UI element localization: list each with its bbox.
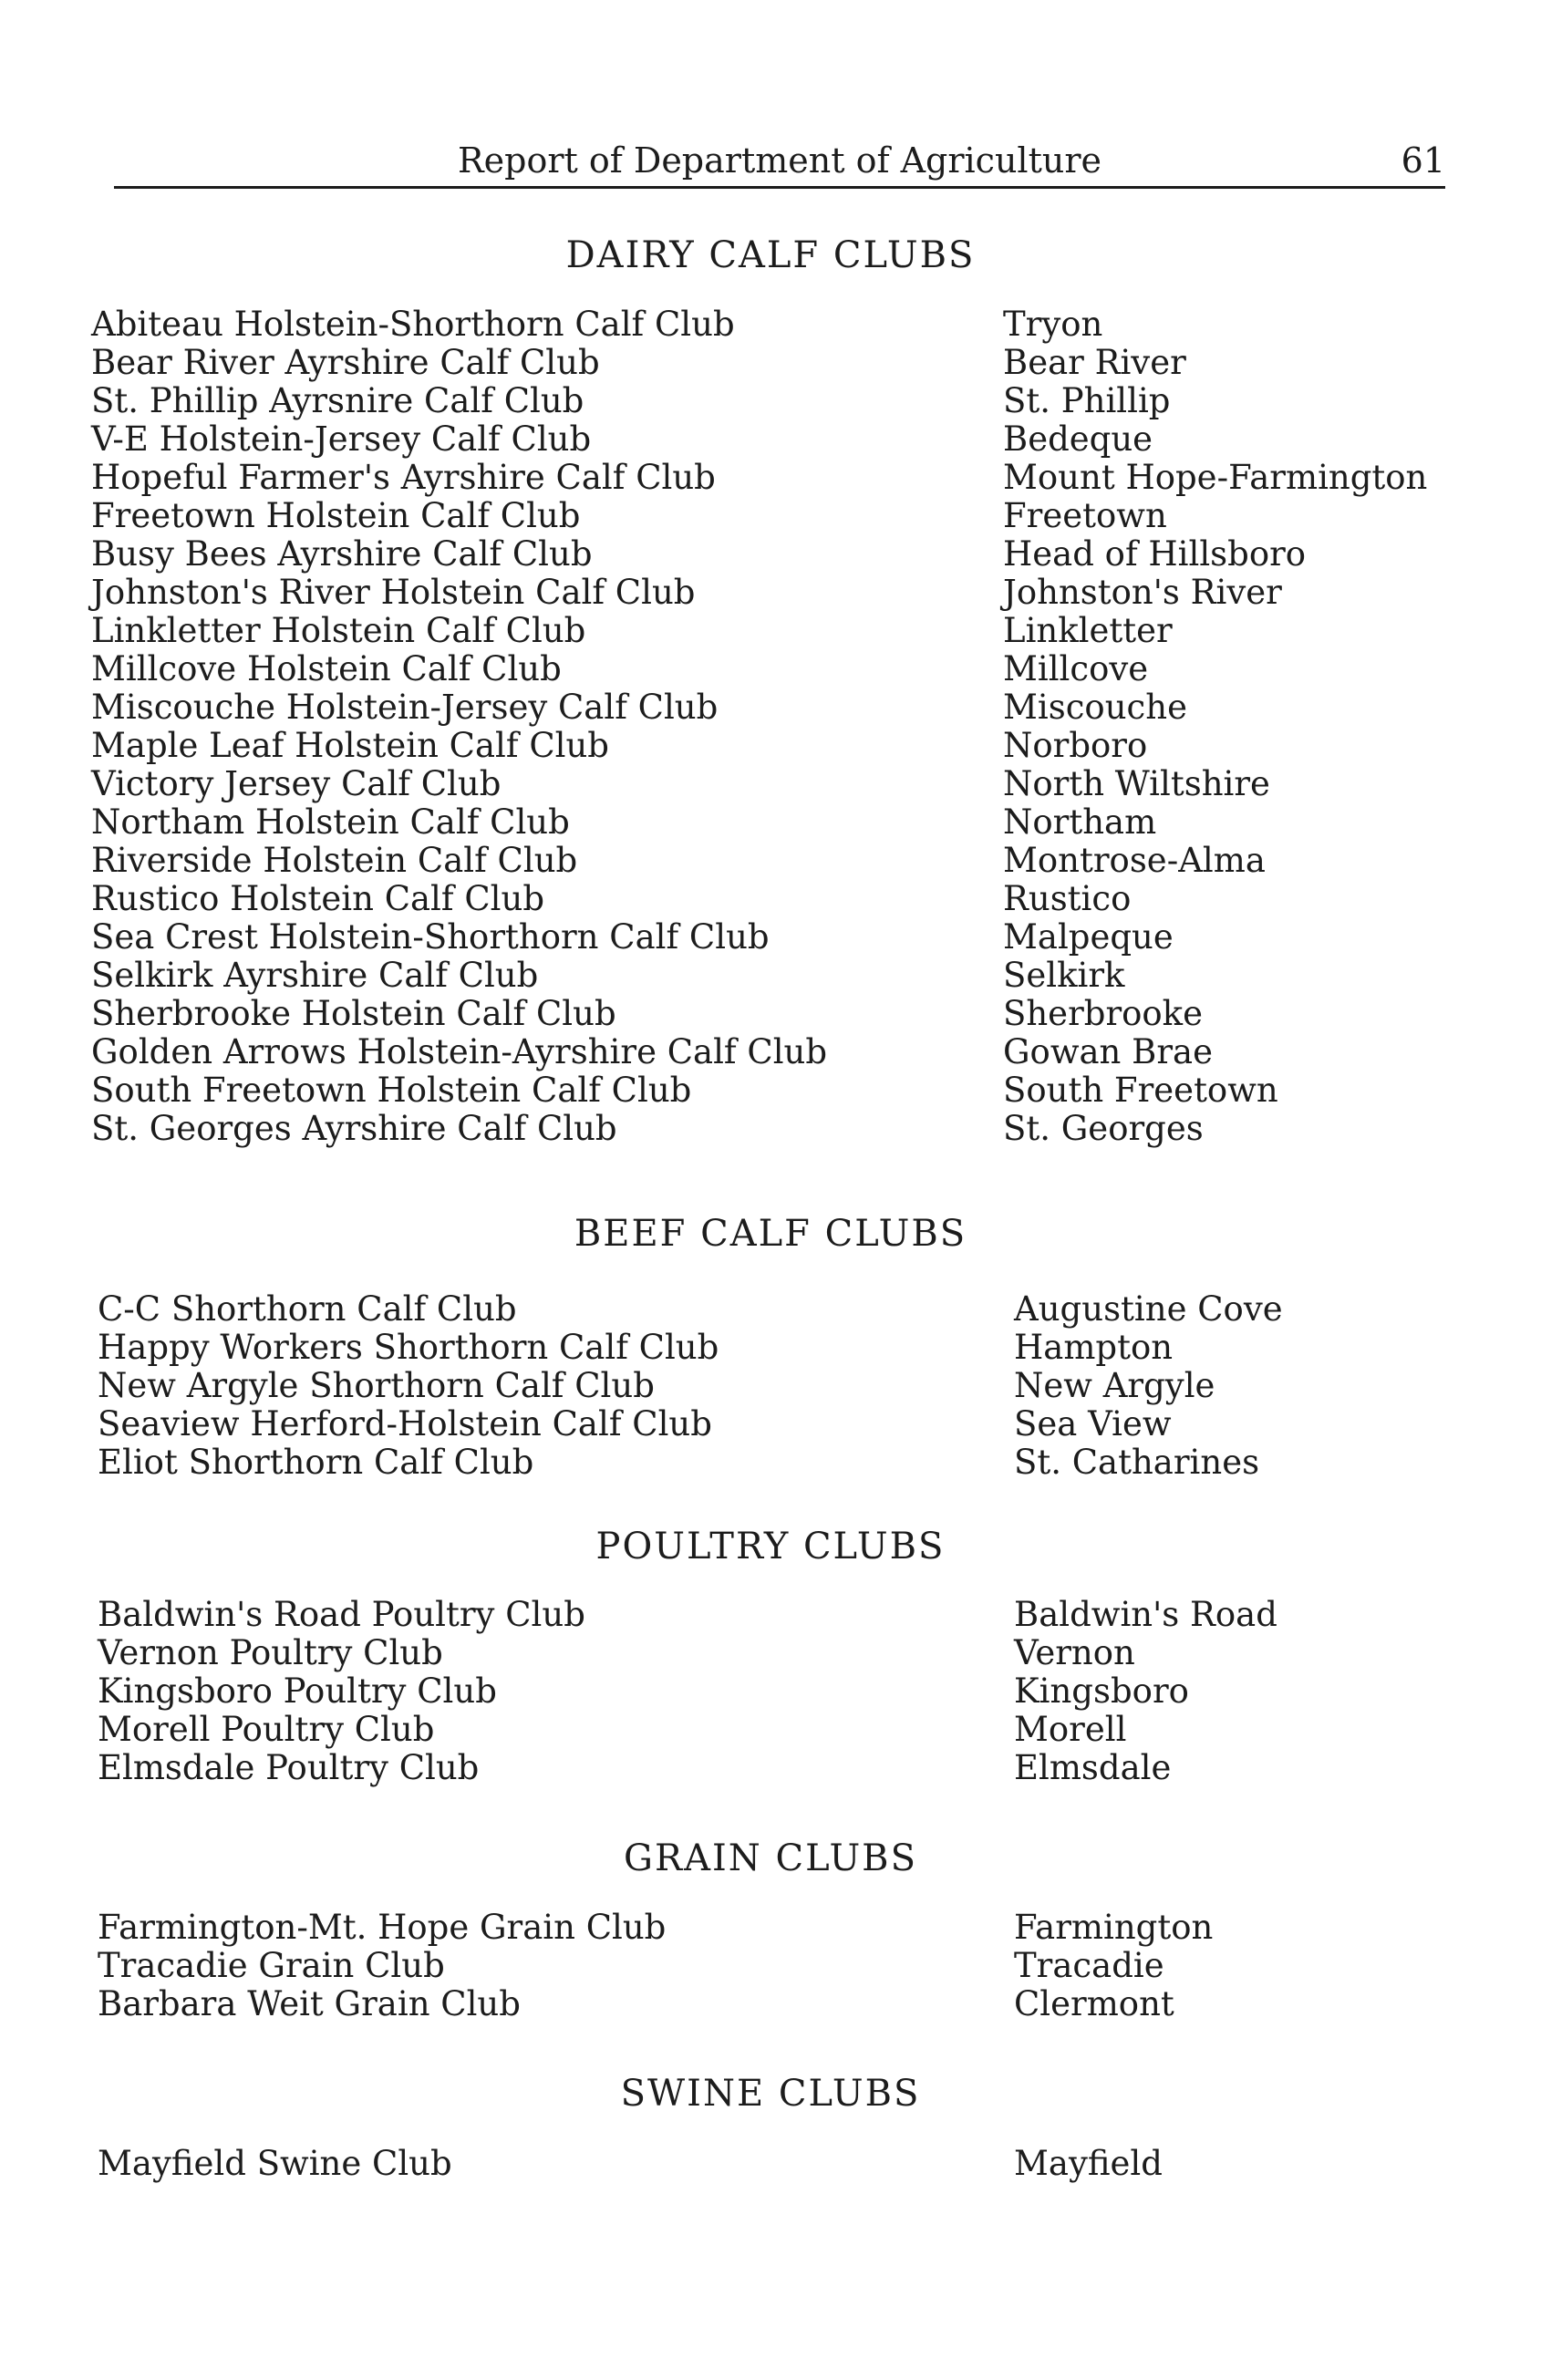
club-name: Baldwin's Road Poultry Club [98,1595,585,1634]
club-name: Abiteau Holstein-Shorthorn Calf Club [91,305,735,344]
table-row [0,2145,1541,2183]
page-number: 61 [1401,140,1445,181]
club-name: Kingsboro Poultry Club [98,1671,497,1711]
club-location: Norboro [1003,726,1148,765]
club-location: Vernon [1014,1633,1135,1672]
table-row [0,688,1541,727]
table-row [0,1985,1541,2023]
table-row [0,574,1541,612]
table-row [0,650,1541,688]
table-row [0,1711,1541,1749]
table-row [0,1909,1541,1947]
table-row [0,1405,1541,1444]
club-location: Montrose-Alma [1003,841,1266,880]
section-swine-list [0,2145,1541,2183]
club-name: Victory Jersey Calf Club [91,764,502,803]
section-grain-list [0,1909,1541,2023]
table-row [0,1110,1541,1148]
club-name: Golden Arrows Holstein-Ayrshire Calf Club [91,1032,828,1071]
table-row [0,382,1541,420]
club-name: Eliot Shorthorn Calf Club [98,1443,534,1482]
club-location: Bear River [1003,343,1186,382]
table-row [0,612,1541,650]
club-name: Tracadie Grain Club [98,1946,445,1985]
club-name: Vernon Poultry Club [98,1633,443,1672]
club-name: Sea Crest Holstein-Shorthorn Calf Club [91,917,770,957]
club-location: Mayfield [1014,2144,1163,2183]
club-location: Linkletter [1003,611,1173,650]
club-location: North Wiltshire [1003,764,1270,803]
club-location: Tracadie [1014,1946,1164,1985]
club-name: V-E Holstein-Jersey Calf Club [91,419,592,459]
club-name: Bear River Ayrshire Calf Club [91,343,600,382]
club-location: Sea View [1014,1404,1172,1444]
club-location: Augustine Cove [1014,1289,1283,1329]
section-beef-list [0,1290,1541,1482]
page-header [114,135,1445,189]
club-name: Northam Holstein Calf Club [91,802,570,842]
club-name: Barbara Weit Grain Club [98,1984,521,2023]
section-heading-grain: GRAIN CLUBS [624,1837,917,1879]
club-name: Sherbrooke Holstein Calf Club [91,994,616,1033]
table-row [0,497,1541,535]
club-name: Morell Poultry Club [98,1710,435,1749]
club-location: St. Phillip [1003,381,1171,420]
section-heading-beef: BEEF CALF CLUBS [574,1213,967,1255]
table-row [0,918,1541,957]
table-row [0,1329,1541,1367]
table-row [0,1033,1541,1071]
club-name: Freetown Holstein Calf Club [91,496,581,535]
table-row [0,1634,1541,1672]
club-location: Rustico [1003,879,1132,918]
table-row [0,842,1541,880]
club-location: New Argyle [1014,1366,1215,1405]
club-location: Tryon [1003,305,1103,344]
table-row [0,420,1541,459]
table-row [0,459,1541,497]
club-name: Riverside Holstein Calf Club [91,841,578,880]
club-location: Baldwin's Road [1014,1595,1277,1634]
club-location: Hampton [1014,1328,1174,1367]
club-name: Hopeful Farmer's Ayrshire Calf Club [91,458,716,497]
table-row [0,1947,1541,1985]
club-location: Bedeque [1003,419,1153,459]
table-row [0,1749,1541,1787]
table-row [0,1290,1541,1329]
club-name: Miscouche Holstein-Jersey Calf Club [91,688,719,727]
table-row [0,765,1541,803]
club-name: St. Phillip Ayrsnire Calf Club [91,381,584,420]
club-location: St. Catharines [1014,1443,1260,1482]
section-heading-poultry: POULTRY CLUBS [595,1526,946,1568]
club-name: Mayfield Swine Club [98,2144,452,2183]
club-name: C-C Shorthorn Calf Club [98,1289,517,1329]
club-location: Johnston's River [1003,573,1282,612]
table-row [0,727,1541,765]
club-location: Morell [1014,1710,1127,1749]
table-row [0,305,1541,344]
section-poultry-list [0,1596,1541,1787]
club-name: South Freetown Holstein Calf Club [91,1071,692,1110]
club-name: Maple Leaf Holstein Calf Club [91,726,609,765]
club-name: Johnston's River Holstein Calf Club [91,573,696,612]
header-title: Report of Department of Agriculture [458,140,1101,181]
club-location: Farmington [1014,1908,1214,1947]
club-location: Sherbrooke [1003,994,1204,1033]
club-name: Farmington-Mt. Hope Grain Club [98,1908,667,1947]
club-name: Linkletter Holstein Calf Club [91,611,586,650]
table-row [0,1672,1541,1711]
club-location: Freetown [1003,496,1167,535]
club-name: Selkirk Ayrshire Calf Club [91,956,539,995]
table-row [0,1071,1541,1110]
section-heading-dairy: DAIRY CALF CLUBS [565,234,976,276]
section-dairy-list [0,305,1541,1148]
table-row [0,803,1541,842]
club-name: St. Georges Ayrshire Calf Club [91,1109,617,1148]
club-location: Clermont [1014,1984,1174,2023]
table-row [0,1596,1541,1634]
table-row [0,1367,1541,1405]
club-name: Busy Bees Ayrshire Calf Club [91,534,593,574]
club-location: Elmsdale [1014,1748,1172,1787]
table-row [0,880,1541,918]
club-location: Miscouche [1003,688,1187,727]
club-name: Elmsdale Poultry Club [98,1748,480,1787]
club-name: Seaview Herford-Holstein Calf Club [98,1404,712,1444]
club-location: South Freetown [1003,1071,1278,1110]
section-heading-swine: SWINE CLUBS [620,2073,921,2115]
club-location: Malpeque [1003,917,1174,957]
club-location: Northam [1003,802,1157,842]
club-location: Millcove [1003,649,1149,688]
table-row [0,344,1541,382]
club-name: New Argyle Shorthorn Calf Club [98,1366,655,1405]
club-location: St. Georges [1003,1109,1204,1148]
club-location: Mount Hope-Farmington [1003,458,1428,497]
club-name: Millcove Holstein Calf Club [91,649,562,688]
table-row [0,1444,1541,1482]
table-row [0,535,1541,574]
club-location: Head of Hillsboro [1003,534,1307,574]
club-location: Kingsboro [1014,1671,1189,1711]
table-row [0,995,1541,1033]
club-location: Selkirk [1003,956,1125,995]
table-row [0,957,1541,995]
club-name: Rustico Holstein Calf Club [91,879,545,918]
club-location: Gowan Brae [1003,1032,1213,1071]
club-name: Happy Workers Shorthorn Calf Club [98,1328,719,1367]
